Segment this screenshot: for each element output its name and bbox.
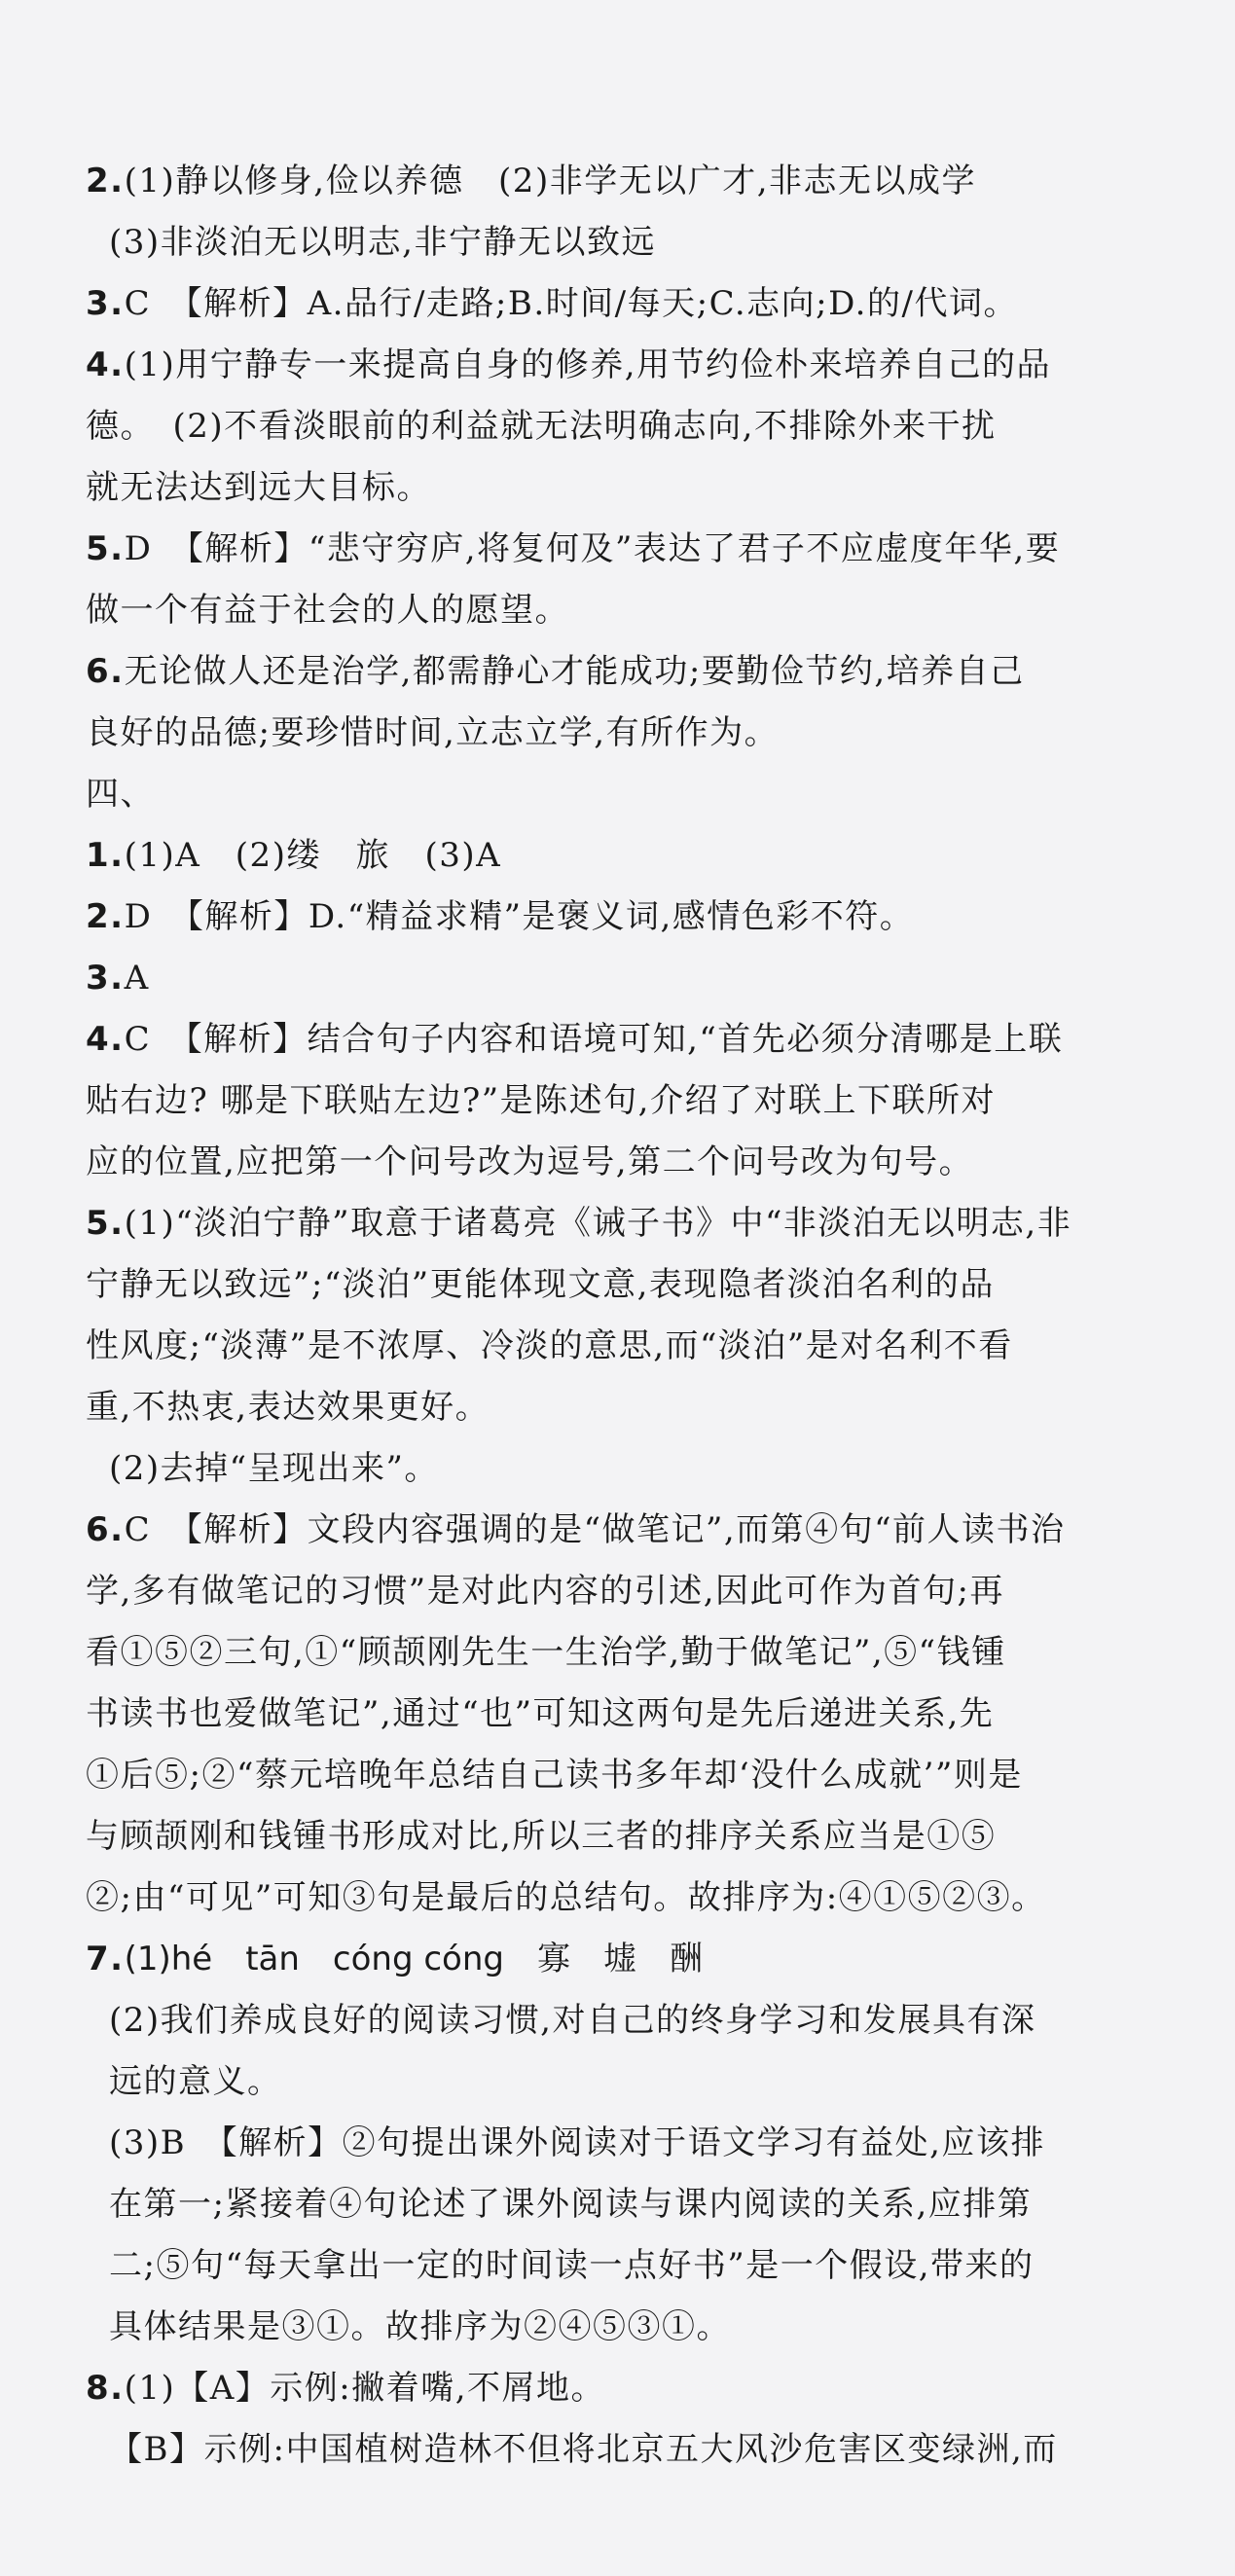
text-line bbox=[86, 1193, 1157, 1254]
line-text: 学,多有做笔记的习惯”是对此内容的引述,因此可作为首句;再 bbox=[86, 1572, 1004, 1611]
line-text: 无论做人还是治学,都需静心才能成功;要勤俭节约,培养自己 bbox=[124, 652, 1025, 691]
line-text: 二;⑤句“每天拿出一定的时间读一点好书”是一个假设,带来的 bbox=[109, 2246, 1035, 2285]
line-text: 就无法达到远大目标。 bbox=[86, 468, 431, 507]
line-text: C 【解析】结合句子内容和语境可知,“首先必须分清哪是上联 bbox=[124, 1020, 1064, 1059]
text-line bbox=[86, 1561, 1157, 1622]
text-line bbox=[86, 2113, 1157, 2174]
text-line bbox=[86, 212, 1157, 273]
line-text: C 【解析】文段内容强调的是“做笔记”,而第④句“前人读书治 bbox=[124, 1510, 1066, 1549]
text-line bbox=[86, 580, 1157, 641]
item-number: 3. bbox=[86, 959, 125, 998]
line-text: ②;由“可见”可知③句是最后的总结句。故排序为:④①⑤②③。 bbox=[86, 1878, 1046, 1917]
text-line bbox=[86, 1745, 1157, 1806]
line-text: D 【解析】“悲守穷庐,将复何及”表达了君子不应虚度年华,要 bbox=[124, 529, 1061, 568]
text-line bbox=[86, 1377, 1157, 1438]
text-line bbox=[86, 2419, 1157, 2481]
line-text: (1)用宁静专一来提高自身的修养,用节约俭朴来培养自己的品 bbox=[124, 345, 1052, 384]
text-line bbox=[86, 764, 1157, 825]
line-text: 重,不热衷,表达效果更好。 bbox=[86, 1388, 490, 1427]
line-text: 四、 bbox=[86, 775, 155, 814]
item-number: 5. bbox=[86, 1204, 125, 1243]
text-line bbox=[86, 703, 1157, 764]
item-number: 6. bbox=[86, 652, 125, 691]
item-number: 3. bbox=[86, 284, 125, 323]
text-line bbox=[86, 273, 1157, 335]
line-text: (3)非淡泊无以明志,非宁静无以致远 bbox=[109, 223, 656, 262]
text-line bbox=[86, 948, 1157, 1009]
line-text: ①后⑤;②“蔡元培晚年总结自己读书多年却‘没什么成就’”则是 bbox=[86, 1756, 1023, 1795]
text-line bbox=[86, 641, 1157, 703]
line-text: C 【解析】A.品行/走路;B.时间/每天;C.志向;D.的/代词。 bbox=[124, 284, 1018, 323]
line-text: D 【解析】D.“精益求精”是褒义词,感情色彩不符。 bbox=[124, 897, 915, 936]
item-number: 7. bbox=[86, 1940, 125, 1978]
line-text: 应的位置,应把第一个问号改为逗号,第二个问号改为句号。 bbox=[86, 1143, 974, 1181]
text-line bbox=[86, 335, 1157, 396]
text-line bbox=[86, 1070, 1157, 1132]
item-number: 2. bbox=[86, 897, 125, 936]
line-text: 与顾颉刚和钱锺书形成对比,所以三者的排序关系应当是①⑤ bbox=[86, 1817, 997, 1856]
text-line bbox=[86, 151, 1157, 212]
text-line bbox=[86, 2358, 1157, 2419]
line-text: 书读书也爱做笔记”,通过“也”可知这两句是先后递进关系,先 bbox=[86, 1694, 995, 1733]
text-line bbox=[86, 825, 1157, 887]
line-text: 具体结果是③①。故排序为②④⑤③①。 bbox=[109, 2307, 731, 2346]
text-line bbox=[86, 1500, 1157, 1561]
text-line bbox=[86, 1622, 1157, 1684]
text-line bbox=[86, 2297, 1157, 2358]
line-text: 看①⑤②三句,①“顾颉刚先生一生治学,勤于做笔记”,⑤“钱锺 bbox=[86, 1633, 1006, 1672]
text-line bbox=[86, 887, 1157, 948]
line-text: 宁静无以致远”;“淡泊”更能体现文意,表现隐者淡泊名利的品 bbox=[86, 1265, 995, 1304]
line-text: 在第一;紧接着④句论述了课外阅读与课内阅读的关系,应排第 bbox=[109, 2185, 1033, 2224]
line-text: 德。 (2)不看淡眼前的利益就无法明确志向,不排除外来干扰 bbox=[86, 407, 997, 446]
line-text: 贴右边? 哪是下联贴左边?”是陈述句,介绍了对联上下联所对 bbox=[86, 1081, 996, 1120]
text-line bbox=[86, 1806, 1157, 1868]
item-number: 8. bbox=[86, 2369, 125, 2408]
line-text: 性风度;“淡薄”是不浓厚、冷淡的意思,而“淡泊”是对名利不看 bbox=[86, 1326, 1013, 1365]
text-line bbox=[86, 2174, 1157, 2235]
item-number: 5. bbox=[86, 529, 125, 568]
item-number: 6. bbox=[86, 1510, 125, 1549]
line-text: 良好的品德;要珍惜时间,立志立学,有所作为。 bbox=[86, 713, 780, 752]
line-text: 做一个有益于社会的人的愿望。 bbox=[86, 591, 569, 630]
line-text: (1)“淡泊宁静”取意于诸葛亮《诫子书》中“非淡泊无以明志,非 bbox=[124, 1204, 1072, 1243]
line-text: (1)静以修身,俭以养德 (2)非学无以广才,非志无以成学 bbox=[124, 162, 977, 200]
item-number: 2. bbox=[86, 162, 125, 200]
text-line bbox=[86, 1868, 1157, 1929]
text-line bbox=[86, 1438, 1157, 1500]
line-text: (1)【A】示例:撇着嘴,不屑地。 bbox=[124, 2369, 606, 2408]
line-text: (1)hé tān cóng cóng 寡 墟 酬 bbox=[124, 1940, 703, 1978]
item-number: 4. bbox=[86, 345, 125, 384]
text-line bbox=[86, 1929, 1157, 1990]
line-text: (2)我们养成良好的阅读习惯,对自己的终身学习和发展具有深 bbox=[109, 2001, 1036, 2040]
line-text: 远的意义。 bbox=[109, 2062, 282, 2101]
text-line bbox=[86, 2051, 1157, 2113]
line-text: A bbox=[124, 959, 150, 998]
line-text: (3)B 【解析】②句提出课外阅读对于语文学习有益处,应该排 bbox=[109, 2123, 1045, 2162]
text-line bbox=[86, 1990, 1157, 2051]
text-line bbox=[86, 1684, 1157, 1745]
text-line bbox=[86, 457, 1157, 519]
line-text: (2)去掉“呈现出来”。 bbox=[109, 1449, 439, 1488]
text-line bbox=[86, 1316, 1157, 1377]
text-line bbox=[86, 1254, 1157, 1316]
item-number: 4. bbox=[86, 1020, 125, 1059]
text-line bbox=[86, 519, 1157, 580]
text-line bbox=[86, 2235, 1157, 2297]
text-line bbox=[86, 396, 1157, 457]
text-line bbox=[86, 1132, 1157, 1193]
item-number: 1. bbox=[86, 836, 125, 875]
line-text: 【B】示例:中国植树造林不但将北京五大风沙危害区变绿洲,而 bbox=[109, 2430, 1058, 2469]
text-line bbox=[86, 1009, 1157, 1070]
line-text: (1)A (2)缕 旅 (3)A bbox=[124, 836, 502, 875]
